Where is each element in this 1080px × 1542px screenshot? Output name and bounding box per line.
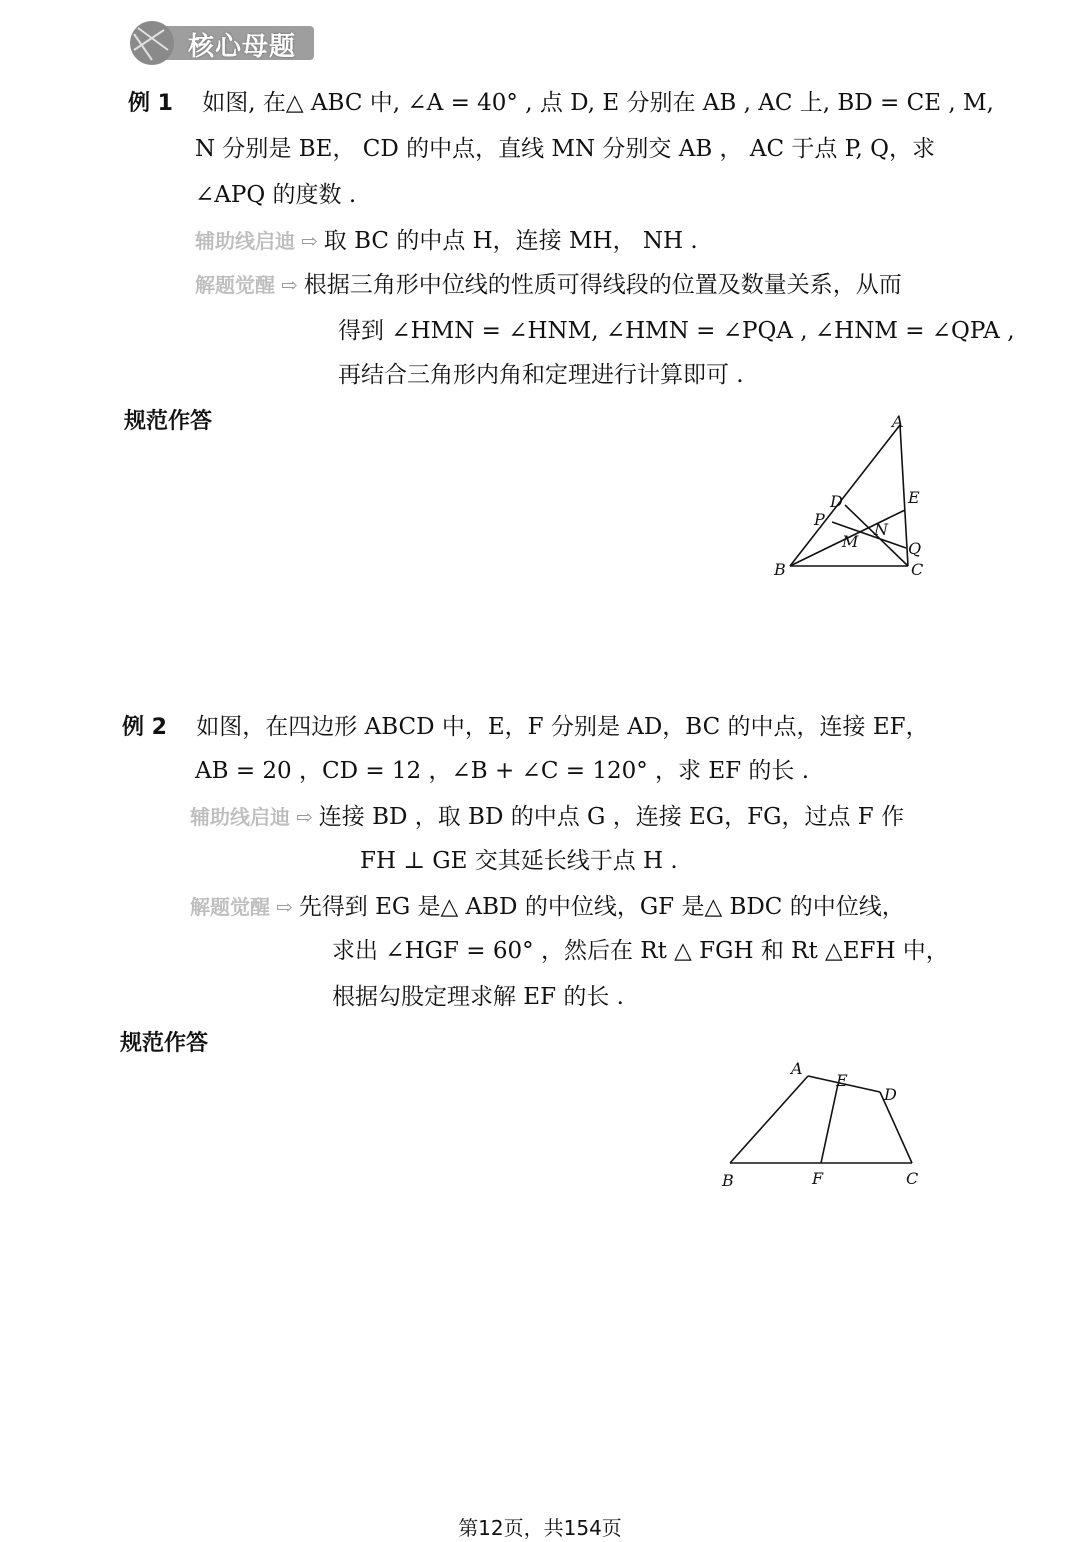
example2-label: 例 2 xyxy=(122,715,167,740)
label-C: C xyxy=(906,1169,919,1188)
example1-line1 xyxy=(128,88,994,119)
example2-text-line1: 如图，在四边形 ABCD 中，E，F 分别是 AD，BC 的中点，连接 EF， xyxy=(196,714,929,740)
example2-hint-line1: 连接 BD ，取 BD 的中点 G ，连接 EG，FG，过点 F 作 xyxy=(318,804,905,830)
arrow-icon: ⇨ xyxy=(276,895,293,919)
label-A: A xyxy=(791,1059,803,1078)
example1-insight-line2: 得到 ∠HMN = ∠HNM, ∠HMN = ∠PQA , ∠HNM = ∠QPA , xyxy=(338,318,1015,344)
label-E: E xyxy=(836,1071,848,1090)
arrow-icon: ⇨ xyxy=(281,273,298,297)
label-F: F xyxy=(812,1169,824,1188)
example2-line2: AB = 20 ，CD = 12 ，∠B + ∠C = 120° ，求 EF 的长 . xyxy=(195,758,810,784)
label-E: E xyxy=(908,488,920,507)
example1-text-line1: 如图, 在△ ABC 中, ∠A = 40° , 点 D, E 分别在 AB , AC 上, BD = CE , M, xyxy=(202,90,994,116)
example1-hint-tag: 辅助线启迪 xyxy=(195,229,295,253)
example2-insight xyxy=(190,892,905,922)
label-M: M xyxy=(842,532,859,551)
example1-insight-tag: 解题觉醒 xyxy=(195,273,275,297)
label-P: P xyxy=(814,510,825,529)
example1-insight-line3: 再结合三角形内角和定理进行计算即可 . xyxy=(338,362,744,388)
label-D: D xyxy=(884,1085,897,1104)
segment-AC xyxy=(900,425,908,566)
label-C: C xyxy=(911,560,924,579)
example1-answer-title: 规范作答 xyxy=(124,409,213,434)
example1-triangle-figure xyxy=(760,405,940,585)
example2-quadrilateral-figure xyxy=(700,1050,940,1195)
header-title: 核心母题 xyxy=(188,32,297,62)
label-B: B xyxy=(774,560,786,579)
label-D: D xyxy=(830,492,843,511)
label-B: B xyxy=(722,1171,734,1190)
example2-hint-tag: 辅助线启迪 xyxy=(190,805,290,829)
label-Q: Q xyxy=(908,539,922,558)
example2-line1 xyxy=(122,712,929,743)
example2-insight-line1: 先得到 EG 是△ ABD 的中位线，GF 是△ BDC 的中位线， xyxy=(298,894,905,920)
section-header-badge xyxy=(128,20,314,66)
example1-insight-line1: 根据三角形中位线的性质可得线段的位置及数量关系，从而 xyxy=(303,272,902,298)
segment-EF xyxy=(821,1084,838,1163)
label-N: N xyxy=(874,520,888,539)
example2-hint xyxy=(190,802,904,832)
example2-hint-line2: FH ⊥ GE 交其延长线于点 H . xyxy=(360,848,678,874)
example2-answer-title: 规范作答 xyxy=(120,1031,209,1056)
example1-line2: N 分别是 BE， CD 的中点，直线 MN 分别交 AB ， AC 于点 P, Q，求 xyxy=(195,136,935,162)
example1-hint xyxy=(195,226,698,256)
example1-hint-text: 取 BC 的中点 H，连接 MH， NH . xyxy=(323,228,698,254)
arrow-icon: ⇨ xyxy=(296,805,313,829)
example2-insight-line2: 求出 ∠HGF = 60° ，然后在 Rt △ FGH 和 Rt △EFH 中， xyxy=(332,938,949,964)
segment-AB xyxy=(730,1076,808,1163)
example2-insight-tag: 解题觉醒 xyxy=(190,895,270,919)
page-number-footer: 第12页，共154页 xyxy=(458,1516,622,1540)
example1-label: 例 1 xyxy=(128,91,173,116)
arrow-icon: ⇨ xyxy=(301,229,318,253)
label-A: A xyxy=(892,412,904,431)
example1-insight xyxy=(195,270,902,300)
example2-insight-line3: 根据勾股定理求解 EF 的长 . xyxy=(332,984,624,1010)
example1-line3: ∠APQ 的度数 . xyxy=(195,182,357,208)
